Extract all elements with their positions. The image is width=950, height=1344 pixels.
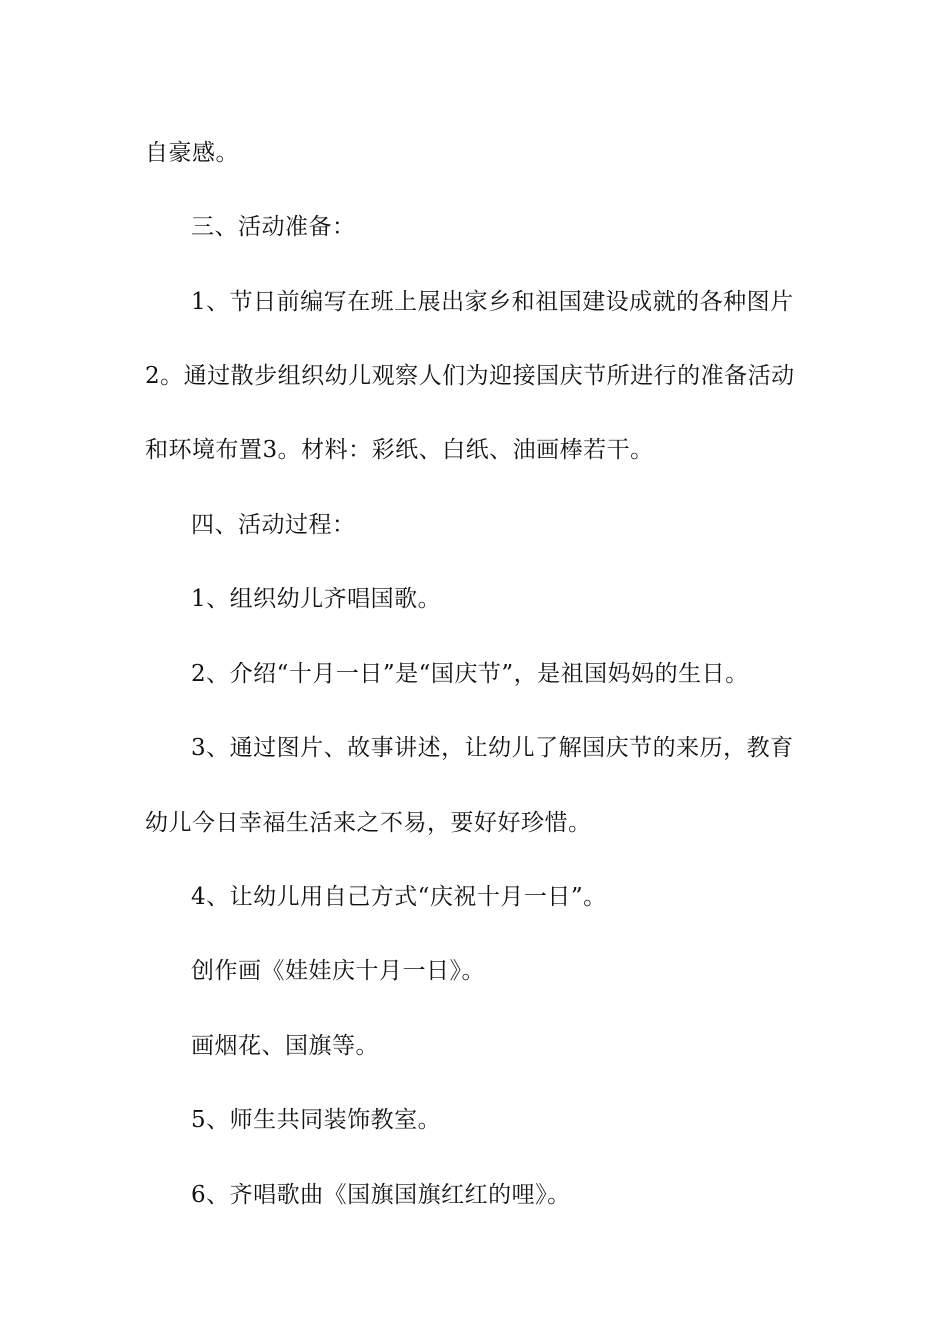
- paragraph-prep-2: 2。通过散步组织幼儿观察人们为迎接国庆节所进行的准备活动: [145, 363, 795, 389]
- paragraph-drawing: 创作画《娃娃庆十月一日》。: [191, 958, 485, 984]
- paragraph-process-2: 2、介绍“十月一日”是“国庆节”，是祖国妈妈的生日。: [191, 661, 749, 687]
- section-heading-preparation: 三、活动准备：: [191, 214, 356, 240]
- paragraph-process-3-cont: 幼儿今日幸福生活来之不易，要好好珍惜。: [145, 810, 592, 836]
- paragraph-process-6: 6、齐唱歌曲《国旗国旗红红的哩》。: [191, 1182, 571, 1208]
- text-line-continuation: 自豪感。: [145, 140, 239, 166]
- paragraph-prep-1: 1、节日前编写在班上展出家乡和祖国建设成就的各种图片: [191, 289, 794, 315]
- paragraph-prep-3: 和环境布置3。材料：彩纸、白纸、油画棒若干。: [145, 437, 654, 463]
- paragraph-process-1: 1、组织幼儿齐唱国歌。: [191, 586, 442, 612]
- paragraph-process-4: 4、让幼儿用自己方式“庆祝十月一日”。: [191, 884, 607, 910]
- paragraph-fireworks: 画烟花、国旗等。: [191, 1033, 379, 1059]
- paragraph-process-5: 5、师生共同装饰教室。: [191, 1107, 442, 1133]
- section-heading-process: 四、活动过程：: [191, 512, 356, 538]
- paragraph-process-3: 3、通过图片、故事讲述，让幼儿了解国庆节的来历，教育: [191, 735, 794, 761]
